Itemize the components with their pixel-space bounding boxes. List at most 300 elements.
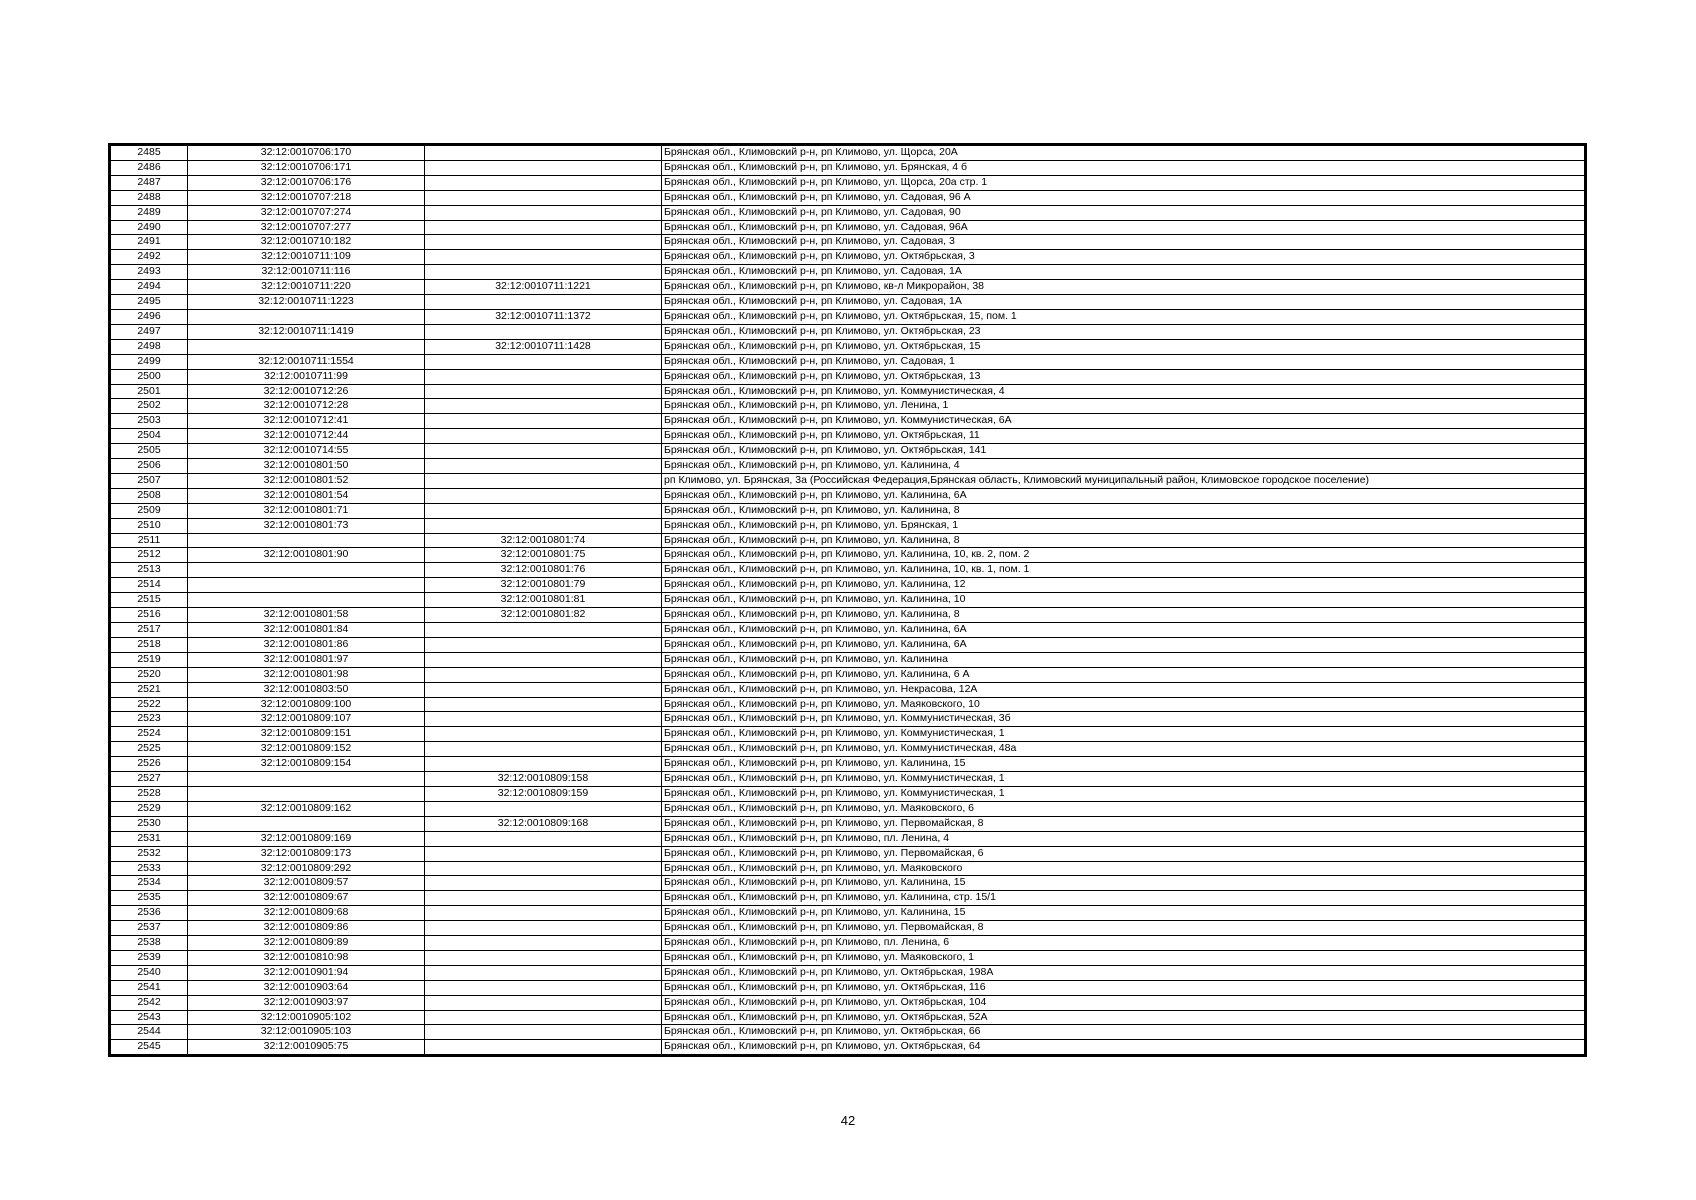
address-cell: Брянская обл., Климовский р-н, рп Климово, ул. Октябрьская, 11 bbox=[662, 429, 1585, 444]
table-row bbox=[111, 846, 1585, 861]
related-cadastral-number-cell bbox=[425, 295, 662, 310]
row-number-cell: 2486 bbox=[111, 160, 188, 175]
cadastral-number-cell: 32:12:0010801:71 bbox=[188, 503, 425, 518]
cadastral-number-cell bbox=[188, 593, 425, 608]
related-cadastral-number-cell bbox=[425, 876, 662, 891]
address-cell: рп Климово, ул. Брянская, 3а (Российская Федерация,Брянская область, Климовский муниципальный район, Климовское городское поселение) bbox=[662, 473, 1585, 488]
page-number: 42 bbox=[840, 1113, 856, 1128]
related-cadastral-number-cell bbox=[425, 503, 662, 518]
row-number-cell: 2492 bbox=[111, 250, 188, 265]
address-cell: Брянская обл., Климовский р-н, рп Климово, ул. Некрасова, 12А bbox=[662, 682, 1585, 697]
table-row bbox=[111, 667, 1585, 682]
address-cell: Брянская обл., Климовский р-н, рп Климово, ул. Первомайская, 6 bbox=[662, 846, 1585, 861]
related-cadastral-number-cell: 32:12:0010801:82 bbox=[425, 608, 662, 623]
row-number-cell: 2524 bbox=[111, 727, 188, 742]
cadastral-number-cell: 32:12:0010809:67 bbox=[188, 891, 425, 906]
row-number-cell: 2507 bbox=[111, 473, 188, 488]
table-row bbox=[111, 876, 1585, 891]
address-cell: Брянская обл., Климовский р-н, рп Климово, ул. Коммунистическая, 1 bbox=[662, 786, 1585, 801]
row-number-cell: 2495 bbox=[111, 295, 188, 310]
row-number-cell: 2515 bbox=[111, 593, 188, 608]
related-cadastral-number-cell bbox=[425, 891, 662, 906]
row-number-cell: 2512 bbox=[111, 548, 188, 563]
row-number-cell: 2536 bbox=[111, 906, 188, 921]
cadastral-number-cell: 32:12:0010903:97 bbox=[188, 995, 425, 1010]
row-number-cell: 2543 bbox=[111, 1010, 188, 1025]
address-cell: Брянская обл., Климовский р-н, рп Климово, ул. Брянская, 1 bbox=[662, 518, 1585, 533]
row-number-cell: 2498 bbox=[111, 339, 188, 354]
table-row bbox=[111, 831, 1585, 846]
address-cell: Брянская обл., Климовский р-н, рп Климово, ул. Октябрьская, 23 bbox=[662, 324, 1585, 339]
related-cadastral-number-cell bbox=[425, 399, 662, 414]
related-cadastral-number-cell bbox=[425, 623, 662, 638]
related-cadastral-number-cell bbox=[425, 518, 662, 533]
address-cell: Брянская обл., Климовский р-н, рп Климово, ул. Щорса, 20а стр. 1 bbox=[662, 175, 1585, 190]
address-cell: Брянская обл., Климовский р-н, рп Климово, ул. Калинина, 8 bbox=[662, 533, 1585, 548]
table-row bbox=[111, 548, 1585, 563]
table-row bbox=[111, 801, 1585, 816]
table-row bbox=[111, 786, 1585, 801]
row-number-cell: 2519 bbox=[111, 652, 188, 667]
related-cadastral-number-cell bbox=[425, 727, 662, 742]
table-row bbox=[111, 652, 1585, 667]
cadastral-number-cell: 32:12:0010809:173 bbox=[188, 846, 425, 861]
related-cadastral-number-cell bbox=[425, 220, 662, 235]
cadastral-number-cell bbox=[188, 309, 425, 324]
cadastral-number-cell: 32:12:0010905:103 bbox=[188, 1025, 425, 1040]
cadastral-number-cell: 32:12:0010707:218 bbox=[188, 190, 425, 205]
related-cadastral-number-cell bbox=[425, 175, 662, 190]
cadastral-number-cell bbox=[188, 772, 425, 787]
cadastral-number-cell bbox=[188, 578, 425, 593]
cadastral-number-cell: 32:12:0010712:44 bbox=[188, 429, 425, 444]
related-cadastral-number-cell bbox=[425, 801, 662, 816]
row-number-cell: 2514 bbox=[111, 578, 188, 593]
row-number-cell: 2529 bbox=[111, 801, 188, 816]
table-row bbox=[111, 965, 1585, 980]
row-number-cell: 2530 bbox=[111, 816, 188, 831]
cadastral-number-cell: 32:12:0010809:68 bbox=[188, 906, 425, 921]
row-number-cell: 2517 bbox=[111, 623, 188, 638]
cadastral-number-cell: 32:12:0010809:169 bbox=[188, 831, 425, 846]
related-cadastral-number-cell bbox=[425, 1010, 662, 1025]
address-cell: Брянская обл., Климовский р-н, рп Климово, пл. Ленина, 4 bbox=[662, 831, 1585, 846]
row-number-cell: 2494 bbox=[111, 280, 188, 295]
table-body bbox=[111, 146, 1585, 1055]
table-row bbox=[111, 459, 1585, 474]
cadastral-number-cell: 32:12:0010801:52 bbox=[188, 473, 425, 488]
row-number-cell: 2521 bbox=[111, 682, 188, 697]
related-cadastral-number-cell bbox=[425, 846, 662, 861]
cadastral-number-cell: 32:12:0010801:90 bbox=[188, 548, 425, 563]
related-cadastral-number-cell bbox=[425, 906, 662, 921]
related-cadastral-number-cell bbox=[425, 995, 662, 1010]
address-cell: Брянская обл., Климовский р-н, рп Климово, ул. Садовая, 1А bbox=[662, 265, 1585, 280]
address-cell: Брянская обл., Климовский р-н, рп Климово, ул. Маяковского, 6 bbox=[662, 801, 1585, 816]
table-row bbox=[111, 399, 1585, 414]
related-cadastral-number-cell bbox=[425, 429, 662, 444]
address-cell: Брянская обл., Климовский р-н, рп Климово, ул. Коммунистическая, 6А bbox=[662, 414, 1585, 429]
related-cadastral-number-cell: 32:12:0010801:81 bbox=[425, 593, 662, 608]
row-number-cell: 2518 bbox=[111, 637, 188, 652]
table-row bbox=[111, 1040, 1585, 1055]
address-cell: Брянская обл., Климовский р-н, рп Климово, ул. Садовая, 1 bbox=[662, 354, 1585, 369]
row-number-cell: 2540 bbox=[111, 965, 188, 980]
address-cell: Брянская обл., Климовский р-н, рп Климово, ул. Калинина, 6А bbox=[662, 623, 1585, 638]
address-cell: Брянская обл., Климовский р-н, рп Климово, ул. Коммунистическая, 48а bbox=[662, 742, 1585, 757]
row-number-cell: 2491 bbox=[111, 235, 188, 250]
table-row bbox=[111, 190, 1585, 205]
row-number-cell: 2504 bbox=[111, 429, 188, 444]
row-number-cell: 2520 bbox=[111, 667, 188, 682]
cadastral-number-cell: 32:12:0010706:170 bbox=[188, 146, 425, 161]
table-row bbox=[111, 309, 1585, 324]
table-row bbox=[111, 1025, 1585, 1040]
table-row bbox=[111, 339, 1585, 354]
related-cadastral-number-cell bbox=[425, 414, 662, 429]
address-cell: Брянская обл., Климовский р-н, рп Климово, ул. Октябрьская, 15, пом. 1 bbox=[662, 309, 1585, 324]
cadastral-number-cell bbox=[188, 786, 425, 801]
address-cell: Брянская обл., Климовский р-н, рп Климово, ул. Калинина, стр. 15/1 bbox=[662, 891, 1585, 906]
address-cell: Брянская обл., Климовский р-н, рп Климово, ул. Садовая, 1А bbox=[662, 295, 1585, 310]
table-row bbox=[111, 414, 1585, 429]
address-cell: Брянская обл., Климовский р-н, рп Климово, ул. Калинина, 10, кв. 1, пом. 1 bbox=[662, 563, 1585, 578]
cadastral-number-cell: 32:12:0010706:176 bbox=[188, 175, 425, 190]
row-number-cell: 2527 bbox=[111, 772, 188, 787]
cadastral-number-cell: 32:12:0010903:64 bbox=[188, 980, 425, 995]
row-number-cell: 2537 bbox=[111, 921, 188, 936]
address-cell: Брянская обл., Климовский р-н, рп Климово, ул. Щорса, 20А bbox=[662, 146, 1585, 161]
related-cadastral-number-cell bbox=[425, 861, 662, 876]
row-number-cell: 2487 bbox=[111, 175, 188, 190]
table-row bbox=[111, 637, 1585, 652]
table-row bbox=[111, 533, 1585, 548]
cadastral-number-cell bbox=[188, 339, 425, 354]
cadastral-number-cell: 32:12:0010707:274 bbox=[188, 205, 425, 220]
table-row bbox=[111, 772, 1585, 787]
row-number-cell: 2499 bbox=[111, 354, 188, 369]
related-cadastral-number-cell bbox=[425, 324, 662, 339]
row-number-cell: 2541 bbox=[111, 980, 188, 995]
cadastral-number-cell: 32:12:0010711:99 bbox=[188, 369, 425, 384]
table-row bbox=[111, 891, 1585, 906]
cadastral-number-cell: 32:12:0010711:1223 bbox=[188, 295, 425, 310]
row-number-cell: 2489 bbox=[111, 205, 188, 220]
related-cadastral-number-cell bbox=[425, 444, 662, 459]
related-cadastral-number-cell bbox=[425, 235, 662, 250]
related-cadastral-number-cell bbox=[425, 757, 662, 772]
address-cell: Брянская обл., Климовский р-н, рп Климово, ул. Первомайская, 8 bbox=[662, 921, 1585, 936]
cadastral-number-cell: 32:12:0010712:28 bbox=[188, 399, 425, 414]
row-number-cell: 2505 bbox=[111, 444, 188, 459]
row-number-cell: 2544 bbox=[111, 1025, 188, 1040]
row-number-cell: 2500 bbox=[111, 369, 188, 384]
address-cell: Брянская обл., Климовский р-н, рп Климово, ул. Калинина, 4 bbox=[662, 459, 1585, 474]
related-cadastral-number-cell bbox=[425, 1040, 662, 1055]
related-cadastral-number-cell bbox=[425, 459, 662, 474]
related-cadastral-number-cell: 32:12:0010809:159 bbox=[425, 786, 662, 801]
cadastral-number-cell: 32:12:0010809:89 bbox=[188, 936, 425, 951]
table-row bbox=[111, 906, 1585, 921]
table-row bbox=[111, 429, 1585, 444]
row-number-cell: 2503 bbox=[111, 414, 188, 429]
row-number-cell: 2502 bbox=[111, 399, 188, 414]
cadastral-table bbox=[110, 145, 1585, 1055]
row-number-cell: 2511 bbox=[111, 533, 188, 548]
cadastral-number-cell: 32:12:0010710:182 bbox=[188, 235, 425, 250]
address-cell: Брянская обл., Климовский р-н, рп Климово, ул. Октябрьская, 13 bbox=[662, 369, 1585, 384]
address-cell: Брянская обл., Климовский р-н, рп Климово, ул. Калинина, 6А bbox=[662, 488, 1585, 503]
table-row bbox=[111, 160, 1585, 175]
table-row bbox=[111, 921, 1585, 936]
row-number-cell: 2490 bbox=[111, 220, 188, 235]
cadastral-number-cell bbox=[188, 563, 425, 578]
cadastral-number-cell: 32:12:0010905:102 bbox=[188, 1010, 425, 1025]
table-row bbox=[111, 608, 1585, 623]
row-number-cell: 2513 bbox=[111, 563, 188, 578]
cadastral-number-cell: 32:12:0010809:154 bbox=[188, 757, 425, 772]
related-cadastral-number-cell: 32:12:0010809:158 bbox=[425, 772, 662, 787]
related-cadastral-number-cell bbox=[425, 936, 662, 951]
table-row bbox=[111, 265, 1585, 280]
row-number-cell: 2485 bbox=[111, 146, 188, 161]
related-cadastral-number-cell bbox=[425, 831, 662, 846]
cadastral-number-cell: 32:12:0010801:58 bbox=[188, 608, 425, 623]
address-cell: Брянская обл., Климовский р-н, рп Климово, ул. Калинина bbox=[662, 652, 1585, 667]
cadastral-number-cell: 32:12:0010714:55 bbox=[188, 444, 425, 459]
row-number-cell: 2534 bbox=[111, 876, 188, 891]
table-row bbox=[111, 503, 1585, 518]
cadastral-number-cell: 32:12:0010809:86 bbox=[188, 921, 425, 936]
row-number-cell: 2493 bbox=[111, 265, 188, 280]
cadastral-number-cell: 32:12:0010706:171 bbox=[188, 160, 425, 175]
table-row bbox=[111, 488, 1585, 503]
row-number-cell: 2532 bbox=[111, 846, 188, 861]
table-row bbox=[111, 384, 1585, 399]
address-cell: Брянская обл., Климовский р-н, рп Климово, ул. Калинина, 10, кв. 2, пом. 2 bbox=[662, 548, 1585, 563]
table-row bbox=[111, 682, 1585, 697]
row-number-cell: 2542 bbox=[111, 995, 188, 1010]
cadastral-number-cell: 32:12:0010712:26 bbox=[188, 384, 425, 399]
address-cell: Брянская обл., Климовский р-н, рп Климово, ул. Садовая, 96 А bbox=[662, 190, 1585, 205]
table-row bbox=[111, 369, 1585, 384]
related-cadastral-number-cell bbox=[425, 265, 662, 280]
row-number-cell: 2545 bbox=[111, 1040, 188, 1055]
row-number-cell: 2523 bbox=[111, 712, 188, 727]
address-cell: Брянская обл., Климовский р-н, рп Климово, пл. Ленина, 6 bbox=[662, 936, 1585, 951]
table-row bbox=[111, 980, 1585, 995]
table-row bbox=[111, 354, 1585, 369]
row-number-cell: 2525 bbox=[111, 742, 188, 757]
table-row bbox=[111, 295, 1585, 310]
table-row bbox=[111, 220, 1585, 235]
related-cadastral-number-cell bbox=[425, 1025, 662, 1040]
table-row bbox=[111, 473, 1585, 488]
cadastral-number-cell: 32:12:0010809:292 bbox=[188, 861, 425, 876]
cadastral-number-cell: 32:12:0010801:50 bbox=[188, 459, 425, 474]
cadastral-number-cell: 32:12:0010809:57 bbox=[188, 876, 425, 891]
table-row bbox=[111, 816, 1585, 831]
cadastral-number-cell bbox=[188, 533, 425, 548]
cadastral-number-cell: 32:12:0010801:98 bbox=[188, 667, 425, 682]
table-row bbox=[111, 593, 1585, 608]
address-cell: Брянская обл., Климовский р-н, рп Климово, ул. Октябрьская, 104 bbox=[662, 995, 1585, 1010]
cadastral-number-cell: 32:12:0010711:220 bbox=[188, 280, 425, 295]
related-cadastral-number-cell: 32:12:0010711:1372 bbox=[425, 309, 662, 324]
table-row bbox=[111, 950, 1585, 965]
cadastral-number-cell: 32:12:0010801:86 bbox=[188, 637, 425, 652]
related-cadastral-number-cell bbox=[425, 146, 662, 161]
related-cadastral-number-cell bbox=[425, 354, 662, 369]
cadastral-number-cell: 32:12:0010712:41 bbox=[188, 414, 425, 429]
table-row bbox=[111, 1010, 1585, 1025]
related-cadastral-number-cell bbox=[425, 712, 662, 727]
address-cell: Брянская обл., Климовский р-н, рп Климово, ул. Маяковского bbox=[662, 861, 1585, 876]
table-row bbox=[111, 280, 1585, 295]
cadastral-number-cell: 32:12:0010801:73 bbox=[188, 518, 425, 533]
table-row bbox=[111, 861, 1585, 876]
address-cell: Брянская обл., Климовский р-н, рп Климово, ул. Калинина, 10 bbox=[662, 593, 1585, 608]
row-number-cell: 2533 bbox=[111, 861, 188, 876]
table-row bbox=[111, 995, 1585, 1010]
address-cell: Брянская обл., Климовский р-н, рп Климово, ул. Первомайская, 8 bbox=[662, 816, 1585, 831]
address-cell: Брянская обл., Климовский р-н, рп Климово, ул. Маяковского, 10 bbox=[662, 697, 1585, 712]
cadastral-number-cell: 32:12:0010803:50 bbox=[188, 682, 425, 697]
row-number-cell: 2497 bbox=[111, 324, 188, 339]
table-row bbox=[111, 578, 1585, 593]
table-row bbox=[111, 563, 1585, 578]
table-row bbox=[111, 757, 1585, 772]
address-cell: Брянская обл., Климовский р-н, рп Климово, ул. Калинина, 8 bbox=[662, 503, 1585, 518]
cadastral-number-cell: 32:12:0010905:75 bbox=[188, 1040, 425, 1055]
address-cell: Брянская обл., Климовский р-н, рп Климово, ул. Маяковского, 1 bbox=[662, 950, 1585, 965]
address-cell: Брянская обл., Климовский р-н, рп Климово, ул. Октябрьская, 3 bbox=[662, 250, 1585, 265]
address-cell: Брянская обл., Климовский р-н, рп Климово, ул. Ленина, 1 bbox=[662, 399, 1585, 414]
address-cell: Брянская обл., Климовский р-н, рп Климово, ул. Октябрьская, 15 bbox=[662, 339, 1585, 354]
row-number-cell: 2522 bbox=[111, 697, 188, 712]
address-cell: Брянская обл., Климовский р-н, рп Климово, ул. Калинина, 6 А bbox=[662, 667, 1585, 682]
cadastral-number-cell: 32:12:0010801:97 bbox=[188, 652, 425, 667]
row-number-cell: 2526 bbox=[111, 757, 188, 772]
related-cadastral-number-cell bbox=[425, 950, 662, 965]
address-cell: Брянская обл., Климовский р-н, рп Климово, ул. Октябрьская, 52А bbox=[662, 1010, 1585, 1025]
row-number-cell: 2538 bbox=[111, 936, 188, 951]
table-row bbox=[111, 175, 1585, 190]
related-cadastral-number-cell bbox=[425, 965, 662, 980]
table-row bbox=[111, 727, 1585, 742]
related-cadastral-number-cell: 32:12:0010809:168 bbox=[425, 816, 662, 831]
address-cell: Брянская обл., Климовский р-н, рп Климово, ул. Октябрьская, 198А bbox=[662, 965, 1585, 980]
row-number-cell: 2509 bbox=[111, 503, 188, 518]
table-row bbox=[111, 742, 1585, 757]
row-number-cell: 2501 bbox=[111, 384, 188, 399]
table-row bbox=[111, 235, 1585, 250]
row-number-cell: 2510 bbox=[111, 518, 188, 533]
row-number-cell: 2516 bbox=[111, 608, 188, 623]
row-number-cell: 2528 bbox=[111, 786, 188, 801]
address-cell: Брянская обл., Климовский р-н, рп Климово, ул. Калинина, 6А bbox=[662, 637, 1585, 652]
related-cadastral-number-cell: 32:12:0010801:75 bbox=[425, 548, 662, 563]
table-row bbox=[111, 146, 1585, 161]
row-number-cell: 2535 bbox=[111, 891, 188, 906]
address-cell: Брянская обл., Климовский р-н, рп Климово, ул. Садовая, 3 bbox=[662, 235, 1585, 250]
row-number-cell: 2496 bbox=[111, 309, 188, 324]
related-cadastral-number-cell bbox=[425, 205, 662, 220]
cadastral-number-cell: 32:12:0010711:1419 bbox=[188, 324, 425, 339]
related-cadastral-number-cell bbox=[425, 160, 662, 175]
cadastral-number-cell: 32:12:0010901:94 bbox=[188, 965, 425, 980]
related-cadastral-number-cell bbox=[425, 667, 662, 682]
related-cadastral-number-cell bbox=[425, 652, 662, 667]
table-row bbox=[111, 936, 1585, 951]
cadastral-number-cell: 32:12:0010707:277 bbox=[188, 220, 425, 235]
address-cell: Брянская обл., Климовский р-н, рп Климово, ул. Коммунистическая, 4 bbox=[662, 384, 1585, 399]
row-number-cell: 2506 bbox=[111, 459, 188, 474]
address-cell: Брянская обл., Климовский р-н, рп Климово, ул. Калинина, 15 bbox=[662, 906, 1585, 921]
related-cadastral-number-cell: 32:12:0010711:1428 bbox=[425, 339, 662, 354]
address-cell: Брянская обл., Климовский р-н, рп Климово, ул. Октябрьская, 116 bbox=[662, 980, 1585, 995]
address-cell: Брянская обл., Климовский р-н, рп Климово, ул. Калинина, 15 bbox=[662, 757, 1585, 772]
cadastral-number-cell: 32:12:0010809:162 bbox=[188, 801, 425, 816]
cadastral-number-cell: 32:12:0010810:98 bbox=[188, 950, 425, 965]
table-row bbox=[111, 205, 1585, 220]
row-number-cell: 2488 bbox=[111, 190, 188, 205]
address-cell: Брянская обл., Климовский р-н, рп Климово, ул. Октябрьская, 141 bbox=[662, 444, 1585, 459]
address-cell: Брянская обл., Климовский р-н, рп Климово, ул. Калинина, 15 bbox=[662, 876, 1585, 891]
cadastral-number-cell: 32:12:0010711:1554 bbox=[188, 354, 425, 369]
address-cell: Брянская обл., Климовский р-н, рп Климово, ул. Садовая, 96А bbox=[662, 220, 1585, 235]
related-cadastral-number-cell bbox=[425, 921, 662, 936]
related-cadastral-number-cell bbox=[425, 682, 662, 697]
related-cadastral-number-cell: 32:12:0010801:74 bbox=[425, 533, 662, 548]
table-row bbox=[111, 250, 1585, 265]
related-cadastral-number-cell: 32:12:0010711:1221 bbox=[425, 280, 662, 295]
related-cadastral-number-cell bbox=[425, 369, 662, 384]
cadastral-number-cell: 32:12:0010711:109 bbox=[188, 250, 425, 265]
cadastral-number-cell: 32:12:0010809:152 bbox=[188, 742, 425, 757]
row-number-cell: 2531 bbox=[111, 831, 188, 846]
cadastral-number-cell: 32:12:0010801:54 bbox=[188, 488, 425, 503]
related-cadastral-number-cell: 32:12:0010801:79 bbox=[425, 578, 662, 593]
address-cell: Брянская обл., Климовский р-н, рп Климово, ул. Брянская, 4 б bbox=[662, 160, 1585, 175]
cadastral-number-cell: 32:12:0010711:116 bbox=[188, 265, 425, 280]
address-cell: Брянская обл., Климовский р-н, рп Климово, кв-л Микрорайон, 38 bbox=[662, 280, 1585, 295]
address-cell: Брянская обл., Климовский р-н, рп Климово, ул. Коммунистическая, 1 bbox=[662, 727, 1585, 742]
cadastral-number-cell bbox=[188, 816, 425, 831]
related-cadastral-number-cell bbox=[425, 637, 662, 652]
related-cadastral-number-cell bbox=[425, 250, 662, 265]
table-row bbox=[111, 697, 1585, 712]
address-cell: Брянская обл., Климовский р-н, рп Климово, ул. Октябрьская, 64 bbox=[662, 1040, 1585, 1055]
address-cell: Брянская обл., Климовский р-н, рп Климово, ул. Калинина, 12 bbox=[662, 578, 1585, 593]
related-cadastral-number-cell bbox=[425, 488, 662, 503]
row-number-cell: 2539 bbox=[111, 950, 188, 965]
cadastral-number-cell: 32:12:0010801:84 bbox=[188, 623, 425, 638]
table-row bbox=[111, 324, 1585, 339]
cadastral-number-cell: 32:12:0010809:100 bbox=[188, 697, 425, 712]
address-cell: Брянская обл., Климовский р-н, рп Климово, ул. Садовая, 90 bbox=[662, 205, 1585, 220]
related-cadastral-number-cell bbox=[425, 697, 662, 712]
table-row bbox=[111, 444, 1585, 459]
address-cell: Брянская обл., Климовский р-н, рп Климово, ул. Калинина, 8 bbox=[662, 608, 1585, 623]
related-cadastral-number-cell bbox=[425, 384, 662, 399]
related-cadastral-number-cell bbox=[425, 742, 662, 757]
table-row bbox=[111, 518, 1585, 533]
address-cell: Брянская обл., Климовский р-н, рп Климово, ул. Коммунистическая, 1 bbox=[662, 772, 1585, 787]
cadastral-number-cell: 32:12:0010809:151 bbox=[188, 727, 425, 742]
related-cadastral-number-cell bbox=[425, 190, 662, 205]
table-row bbox=[111, 712, 1585, 727]
